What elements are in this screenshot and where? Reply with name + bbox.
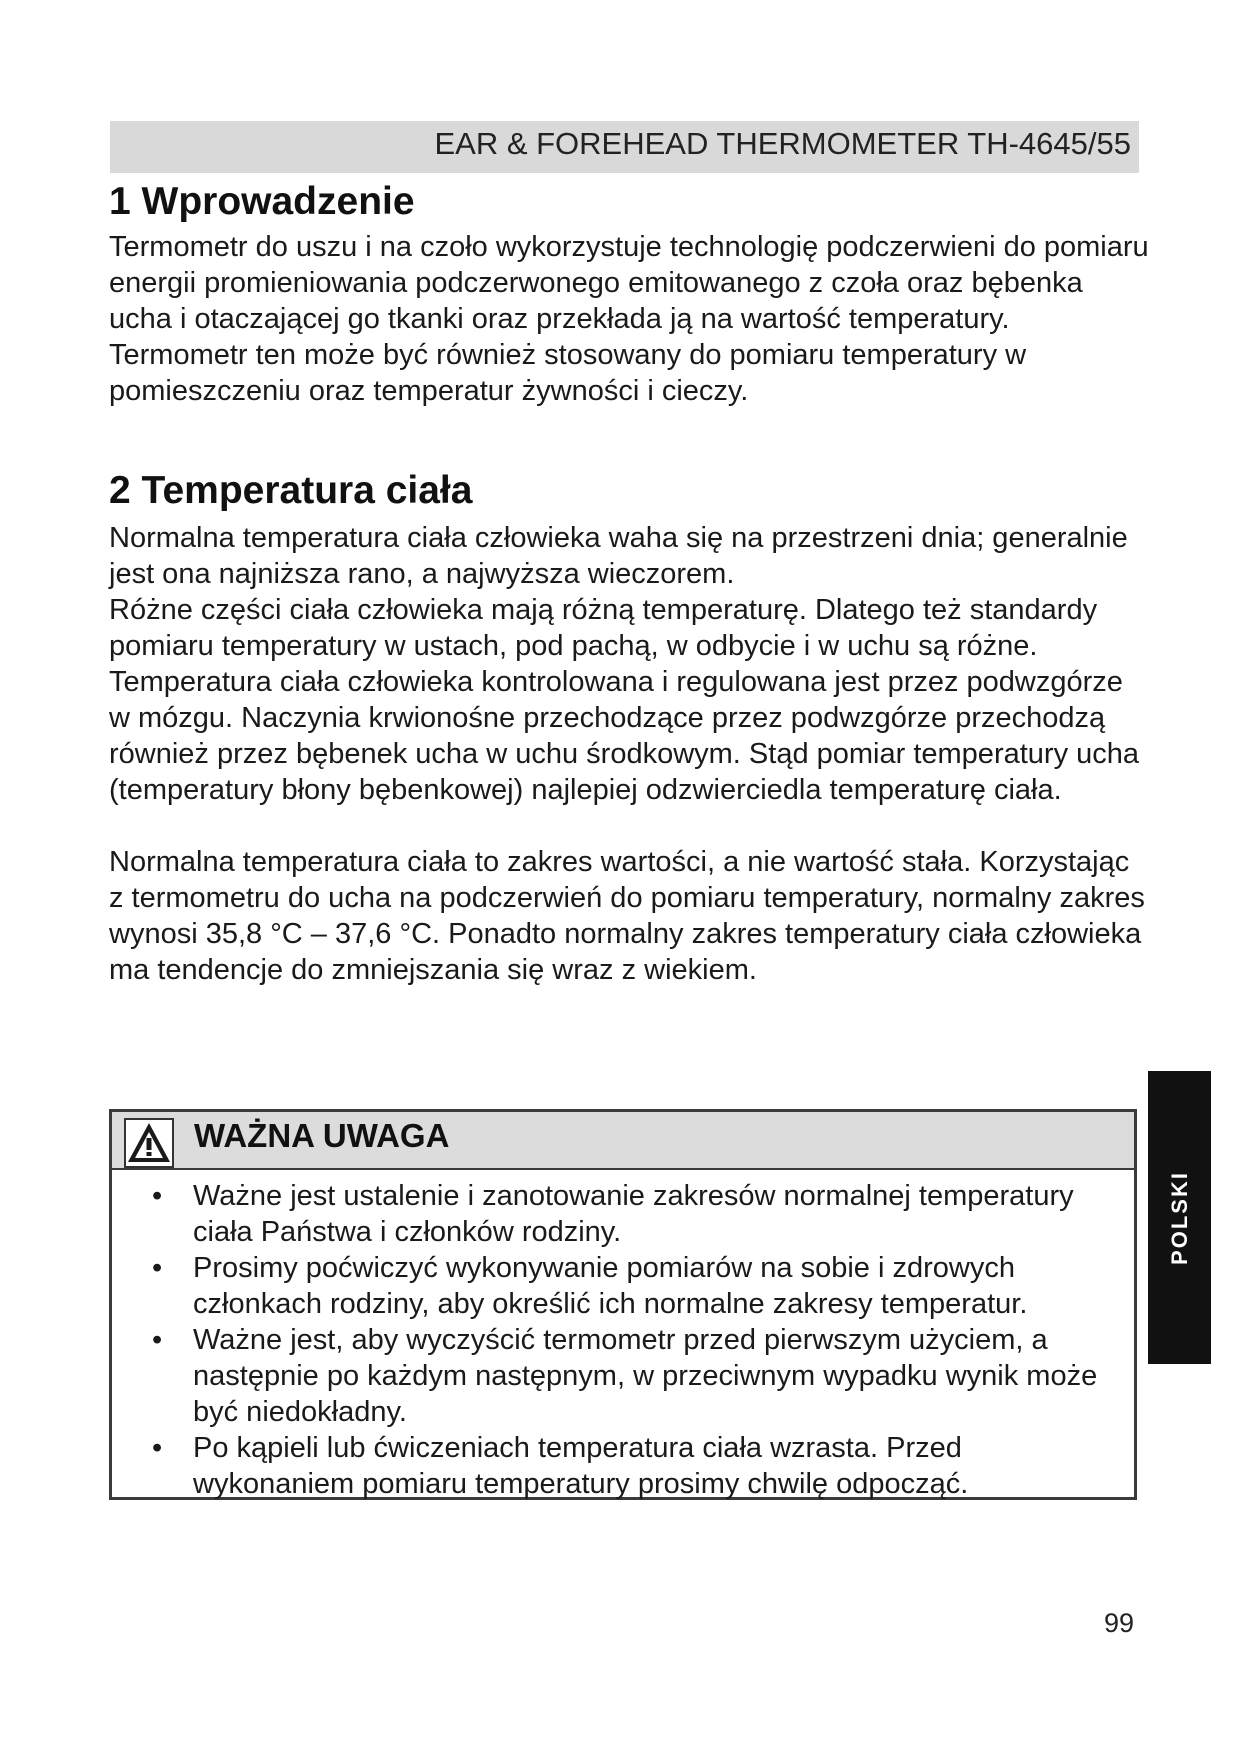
list-item bbox=[112, 1322, 1134, 1430]
list-item bbox=[112, 1250, 1134, 1322]
section-body-temperature bbox=[109, 467, 1149, 988]
section-heading: 2 Temperatura ciała bbox=[109, 469, 473, 512]
list-item-text: Ważne jest, aby wyczyścić termometr przed pierwszym użyciem, a następnie po każdym następnym, w przeciwnym wypadku wynik może być niedokładny. bbox=[193, 1324, 1098, 1428]
language-tab bbox=[1148, 1071, 1211, 1364]
header-bar bbox=[110, 121, 1139, 173]
bullet: • bbox=[152, 1252, 163, 1284]
section-introduction bbox=[109, 178, 1149, 409]
notice-list bbox=[112, 1170, 1134, 1502]
paragraph: Termometr do uszu i na czoło wykorzystuje technologię podczerwieni do pomiaru energii promieniowania podczerwonego emitowanego z czoła oraz bębenka ucha i otaczającej go tkanki oraz przekłada ją na wartość temperatury. bbox=[109, 231, 1149, 335]
list-item bbox=[112, 1178, 1134, 1250]
notice-title: WAŻNA UWAGA bbox=[194, 1117, 450, 1154]
list-item-text: Prosimy poćwiczyć wykonywanie pomiarów na sobie i zdrowych członkach rodziny, aby określić ich normalne zakresy temperatur. bbox=[193, 1252, 1028, 1320]
bullet: • bbox=[152, 1324, 163, 1356]
warning-triangle-icon bbox=[124, 1118, 174, 1168]
paragraph: Normalna temperatura ciała człowieka waha się na przestrzeni dnia; generalnie jest ona najniższa rano, a najwyższa wieczorem. bbox=[109, 522, 1128, 590]
paragraph: Normalna temperatura ciała to zakres wartości, a nie wartość stała. Korzystając z termometru do ucha na podczerwień do pomiaru temperatury, normalny zakres wynosi 35,8 °C – 37,6 °C. Ponadto normalny zakres temperatury ciała człowieka ma tendencje do zmniejszania się wraz z wiekiem. bbox=[109, 846, 1145, 986]
header-title: EAR & FOREHEAD THERMOMETER TH-4645/55 bbox=[434, 126, 1131, 161]
list-item bbox=[112, 1430, 1134, 1502]
list-item-text: Po kąpieli lub ćwiczeniach temperatura ciała wzrasta. Przed wykonaniem pomiaru temperatury prosimy chwilę odpocząć. bbox=[193, 1432, 969, 1500]
paragraph-spacer bbox=[109, 808, 1149, 844]
section-heading: 1 Wprowadzenie bbox=[109, 180, 415, 223]
paragraph: Termometr ten może być również stosowany do pomiaru temperatury w pomieszczeniu oraz temperatur żywności i cieczy. bbox=[109, 339, 1027, 407]
page-number: 99 bbox=[1104, 1608, 1135, 1638]
list-item-text: Ważne jest ustalenie i zanotowanie zakresów normalnej temperatury ciała Państwa i członków rodziny. bbox=[193, 1180, 1074, 1248]
important-notice-box bbox=[109, 1109, 1137, 1500]
paragraph: Różne części ciała człowieka mają różną temperaturę. Dlatego też standardy pomiaru temperatury w ustach, pod pachą, w odbycie i w uchu są różne. Temperatura ciała człowieka kontrolowana i regulowana jest przez podwzgórze w mózgu. Naczynia krwionośne przechodzące przez podwzgórze przechodzą również przez bębenek ucha w uchu środkowym. Stąd pomiar temperatury ucha (temperatury błony bębenkowej) najlepiej odzwierciedla temperaturę ciała. bbox=[109, 594, 1140, 806]
bullet: • bbox=[152, 1432, 163, 1464]
bullet: • bbox=[152, 1180, 163, 1212]
notice-header bbox=[112, 1112, 1134, 1170]
language-tab-label: POLSKI bbox=[1166, 1170, 1192, 1265]
